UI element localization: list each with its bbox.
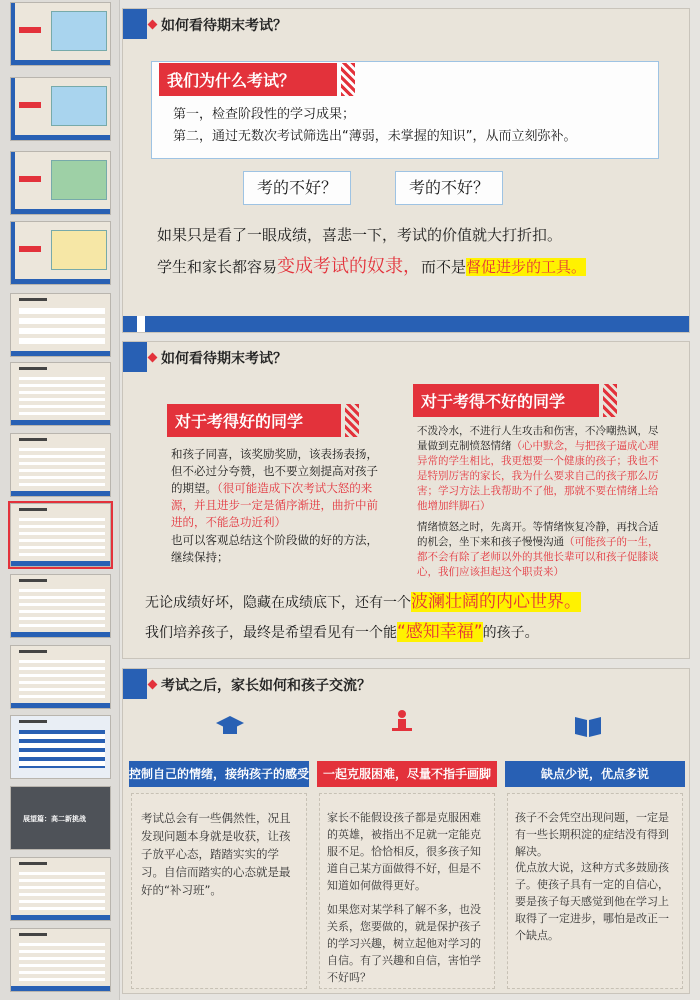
column-2-text-1: 家长不能假设孩子都是克服困难的英雄，被指出不足就一定能克服不足。恰恰相反，很多孩子知道自己某方面做得不好，但是不知道如何做得更好。: [327, 811, 481, 892]
slide-header: [123, 669, 689, 699]
question-box-2: 考的不好？: [395, 171, 503, 205]
reason-2: 第二，通过无数次考试筛选出“薄弱，未掌握的知识”，从而立刻弥补。: [173, 129, 577, 144]
question-box-1: 考的不好？: [243, 171, 351, 205]
slide-thumbnail[interactable]: [10, 433, 111, 497]
slide-thumbnail-panel: [0, 0, 120, 1000]
slide-thumbnail[interactable]: [10, 715, 111, 779]
slide-thumbnail[interactable]: [10, 574, 111, 638]
slide-thumbnail[interactable]: [10, 2, 111, 66]
good-advice-2: 也可以客观总结这个阶段做的好的方法，继续保持；: [171, 533, 378, 564]
column-3-text-1: 孩子不会凭空出现问题，一定是有一些长期积淀的症结没有得到解决。: [515, 811, 669, 858]
bad-advice-2: 情绪愤怒之时，先离开。等情绪恢复冷静，再找合适的机会，坐下来和孩子慢慢沟通（可能孩子的一生，都不会有除了老师以外的其他长辈可以和孩子促膝谈心，我们应该担起这个职责来）: [417, 521, 659, 578]
slide-1: [122, 8, 690, 333]
slide-title: 如何看待期末考试？: [161, 351, 287, 367]
graduation-cap-icon: [215, 713, 245, 739]
slide-thumbnail[interactable]: [10, 857, 111, 921]
student-desk-icon: [387, 709, 417, 735]
bad-students-tag: 对于考得不好的同学: [413, 384, 599, 417]
good-students-tag: 对于考得好的同学: [167, 404, 341, 437]
reason-1: 第一，检查阶段性的学习成果；: [173, 107, 356, 122]
section-tag: 我们为什么考试？: [159, 63, 337, 96]
column-3-text-2: 优点放大说，这种方式多鼓励孩子。使孩子具有一定的自信心，要是孩子每天感觉到他在学习上取得了一定进步，哪怕是改正一个缺点。: [515, 861, 669, 942]
good-advice: 和孩子同喜，该奖励奖励，该表扬表扬，但不必过分夸赞，也不要立刻提高对孩子的期望。（很可能造成下次考试大怒的来源，并且进步一定是循序渐进，曲折中前进的，不能急功近利）: [171, 447, 378, 529]
happiness-statement: 我们培养孩子，最终是希望看见有一个能“感知幸福”的孩子。: [145, 622, 539, 642]
open-book-icon: [573, 713, 603, 739]
column-2-text-2: 如果您对某学科了解不多，也没关系，您要做的，就是保护孩子的学习兴趣，树立起他对学习的自信。有了兴趣和自信，害怕学不好吗？: [327, 903, 481, 984]
inner-world-statement: 无论成绩好坏，隐藏在成绩底下，还有一个波澜壮阔的内心世界。: [145, 592, 581, 612]
slide-title: 如何看待期末考试？: [161, 18, 287, 34]
slide-title: 考试之后，家长如何和孩子交流？: [161, 678, 371, 694]
slide-thumbnail-selected[interactable]: [10, 503, 111, 567]
slide-thumbnail[interactable]: [10, 293, 111, 357]
emotion-control-banner: 控制自己的情绪，接纳孩子的感受: [129, 761, 309, 787]
slide-thumbnail[interactable]: [10, 786, 111, 850]
slide-thumbnail[interactable]: [10, 362, 111, 426]
slide-header: [123, 9, 689, 39]
slide-thumbnail[interactable]: [10, 77, 111, 141]
column-1-text: 考试总会有一些偶然性，况且发现问题本身就是收获，让孩子放平心态，踏踏实实的学习。自信而踏实的心态就是最好的“补习班”。: [141, 811, 291, 897]
slave-statement: 学生和家长都容易变成考试的奴隶，而不是督促进步的工具。: [157, 256, 587, 277]
thumbnail-label: 展望篇：高二新挑战: [23, 815, 86, 823]
slide-thumbnail[interactable]: [10, 928, 111, 992]
slide-3: [122, 668, 690, 994]
slide-thumbnail[interactable]: [10, 221, 111, 285]
slide-2: [122, 341, 690, 659]
value-statement: 如果只是看了一眼成绩，喜悲一下，考试的价值就大打折扣。: [157, 226, 563, 244]
praise-strengths-banner: 缺点少说，优点多说: [505, 761, 685, 787]
slide-thumbnail[interactable]: [10, 151, 111, 215]
slide-thumbnail[interactable]: [10, 645, 111, 709]
slide-header: [123, 342, 689, 372]
overcome-difficulty-banner: 一起克服困难，尽量不指手画脚: [317, 761, 497, 787]
bad-advice: 不泼冷水，不进行人生攻击和伤害，不冷嘲热讽，尽量做到克制愤怒情绪（心中默念，与把孩子逼成心理异常的学生相比，我更想要一个健康的孩子；我也不是特别厉害的家长，我为什么要求自己的孩子那么厉害；学习方法上我帮助不了他，那就不要在情绪上给他增加绊脚石）: [417, 425, 659, 512]
